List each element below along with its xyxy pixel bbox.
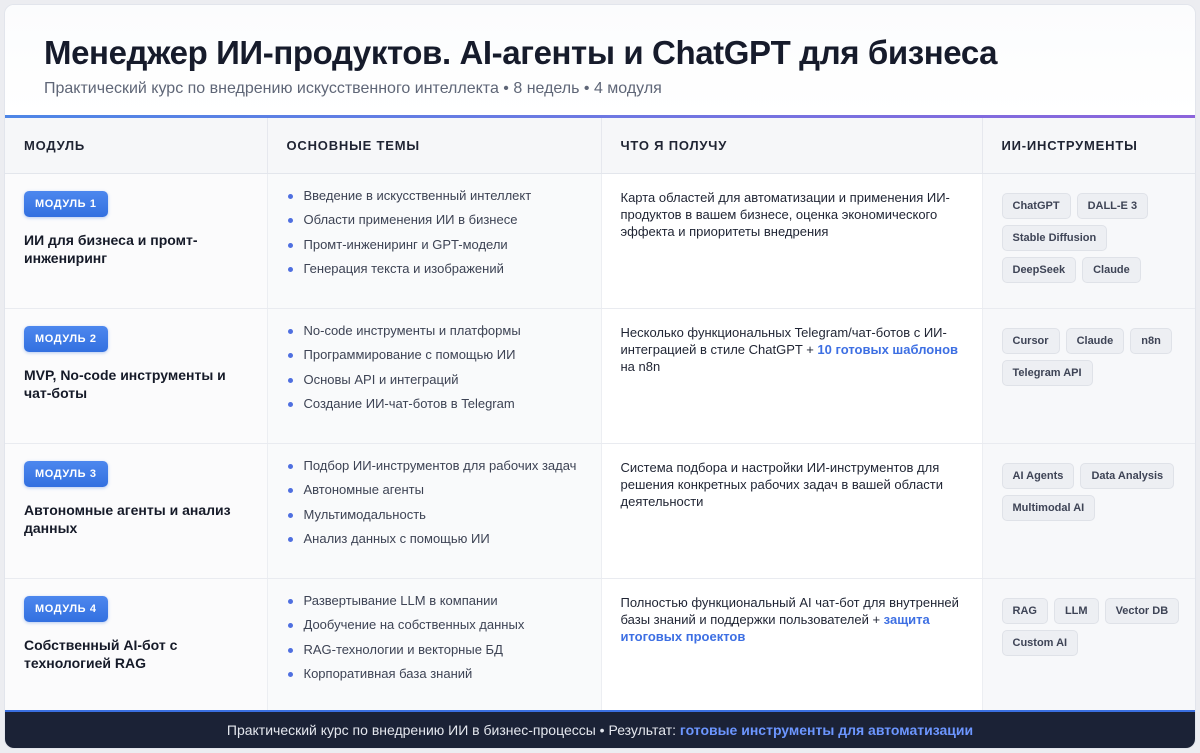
- tool-tags: [1002, 463, 1192, 527]
- tool-tags: [1002, 598, 1192, 662]
- topics-list: [288, 323, 591, 413]
- topic-item: Дообучение на собственных данных: [288, 617, 591, 633]
- tool-tag: Telegram API: [1002, 360, 1093, 386]
- column-header-topics: ОСНОВНЫЕ ТЕМЫ: [267, 118, 601, 173]
- module-cell: [5, 173, 267, 308]
- topic-item: Мультимодальность: [288, 507, 591, 523]
- result-main: Система подбора и настройки ИИ-инструментов для решения конкретных рабочих задач в вашей области деятельности: [620, 459, 944, 509]
- topic-item: Области применения ИИ в бизнесе: [288, 212, 591, 228]
- result-tail: на n8n: [620, 358, 661, 374]
- result-text: [621, 324, 960, 375]
- topics-list: [288, 188, 591, 278]
- table-row: [5, 443, 1196, 578]
- topic-item: Основы API и интеграций: [288, 372, 591, 388]
- result-cell: [601, 443, 982, 578]
- result-highlight: 10 готовых шаблонов: [817, 341, 959, 357]
- tool-tag: Custom AI: [1002, 630, 1079, 656]
- topics-cell: [267, 173, 601, 308]
- footer-highlight: готовые инструменты для автоматизации: [679, 722, 974, 738]
- tool-tags: [1002, 328, 1192, 392]
- topic-item: Анализ данных с помощью ИИ: [288, 531, 591, 547]
- topic-item: Корпоративная база знаний: [288, 666, 591, 682]
- topic-item: Подбор ИИ-инструментов для рабочих задач: [288, 458, 591, 474]
- table-header-row: [5, 118, 1196, 173]
- tool-tag: DALL-E 3: [1077, 193, 1149, 219]
- column-header-result: ЧТО Я ПОЛУЧУ: [601, 118, 982, 173]
- page-subtitle: Практический курс по внедрению искусственного интеллекта • 8 недель • 4 модуля: [44, 80, 662, 97]
- result-text: [621, 594, 960, 645]
- column-header-module: МОДУЛЬ: [5, 118, 267, 173]
- column-header-tools: ИИ-ИНСТРУМЕНТЫ: [982, 118, 1196, 173]
- tool-tag: RAG: [1002, 598, 1048, 624]
- topics-list: [288, 593, 591, 683]
- tool-tag: AI Agents: [1002, 463, 1075, 489]
- footer-text: Практический курс по внедрению ИИ в бизнес-процессы • Результат:: [226, 722, 680, 738]
- result-cell: [601, 308, 982, 443]
- footer-bar: [5, 710, 1195, 748]
- module-name: ИИ для бизнеса и промт-инжениринг: [24, 231, 198, 266]
- topics-cell: [267, 443, 601, 578]
- topic-item: Развертывание LLM в компании: [288, 593, 591, 609]
- module-badge: МОДУЛЬ 2: [24, 326, 108, 352]
- course-card: [4, 4, 1196, 749]
- module-badge: МОДУЛЬ 1: [24, 191, 108, 217]
- tool-tag: Data Analysis: [1080, 463, 1174, 489]
- tools-cell: [982, 173, 1196, 308]
- module-badge: МОДУЛЬ 4: [24, 596, 108, 622]
- tool-tag: Multimodal AI: [1002, 495, 1096, 521]
- page-header: [5, 5, 1195, 115]
- course-table: [5, 118, 1196, 714]
- topic-item: Промт-инжениринг и GPT-модели: [288, 237, 591, 253]
- tools-cell: [982, 308, 1196, 443]
- result-cell: [601, 578, 982, 713]
- module-cell: [5, 443, 267, 578]
- tool-tag: Vector DB: [1105, 598, 1180, 624]
- topics-cell: [267, 308, 601, 443]
- table-row: [5, 173, 1196, 308]
- topic-item: RAG-технологии и векторные БД: [288, 642, 591, 658]
- result-main: Карта областей для автоматизации и применения ИИ-продуктов в вашем бизнесе, оценка экономического эффекта и приоритеты внедрения: [620, 189, 950, 239]
- table-row: [5, 578, 1196, 713]
- result-cell: [601, 173, 982, 308]
- tool-tag: LLM: [1054, 598, 1099, 624]
- tools-cell: [982, 578, 1196, 713]
- tool-tag: Claude: [1082, 257, 1141, 283]
- result-text: [621, 459, 960, 510]
- tool-tags: [1002, 193, 1192, 289]
- tool-tag: Claude: [1066, 328, 1125, 354]
- tool-tag: Stable Diffusion: [1002, 225, 1108, 251]
- tool-tag: Cursor: [1002, 328, 1060, 354]
- topic-item: Генерация текста и изображений: [288, 261, 591, 277]
- topic-item: Автономные агенты: [288, 482, 591, 498]
- module-cell: [5, 578, 267, 713]
- topics-list: [288, 458, 591, 548]
- topic-item: Создание ИИ-чат-ботов в Telegram: [288, 396, 591, 412]
- topic-item: Введение в искусственный интеллект: [288, 188, 591, 204]
- tool-tag: DeepSeek: [1002, 257, 1077, 283]
- topics-cell: [267, 578, 601, 713]
- table-row: [5, 308, 1196, 443]
- result-highlight: защита итоговых проектов: [620, 611, 930, 644]
- result-main: Полностью функциональный AI чат-бот для внутренней базы знаний и поддержки пользователей +: [620, 594, 959, 627]
- module-cell: [5, 308, 267, 443]
- result-text: [621, 189, 960, 240]
- page-title: Менеджер ИИ-продуктов. AI-агенты и ChatGPT для бизнеса: [44, 34, 998, 71]
- module-badge: МОДУЛЬ 3: [24, 461, 108, 487]
- tool-tag: ChatGPT: [1002, 193, 1071, 219]
- tools-cell: [982, 443, 1196, 578]
- result-main: Несколько функциональных Telegram/чат-ботов с ИИ-интеграцией в стиле ChatGPT +: [620, 324, 947, 357]
- tool-tag: n8n: [1130, 328, 1172, 354]
- module-name: Собственный AI-бот с технологией RAG: [24, 636, 178, 671]
- module-name: Автономные агенты и анализ данных: [24, 501, 231, 536]
- module-name: MVP, No-code инструменты и чат-боты: [24, 366, 226, 401]
- topic-item: Программирование с помощью ИИ: [288, 347, 591, 363]
- topic-item: No-code инструменты и платформы: [288, 323, 591, 339]
